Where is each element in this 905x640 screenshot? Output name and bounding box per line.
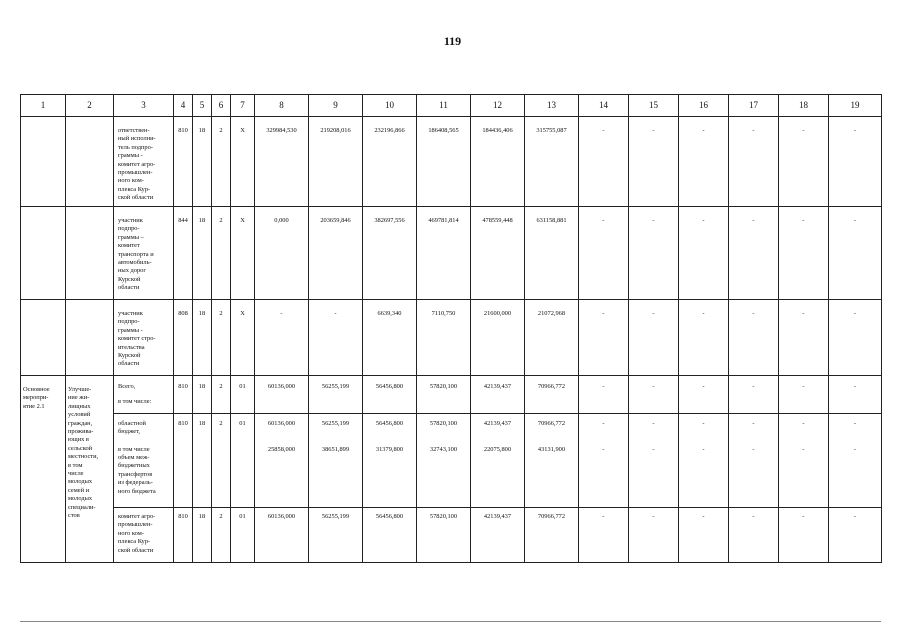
table-cell: 70966,772 [537,420,566,427]
table-cell: - [752,127,755,134]
empty-cell [231,444,255,508]
header-cell: 4 [174,95,193,117]
header-cell: 6 [212,95,231,117]
table-cell: 21600,000 [483,310,512,317]
table-cell: 60136,000 [267,513,296,520]
table-cell: 60136,000 [267,383,296,390]
table-cell: 2 [219,127,223,134]
table-cell: - [652,445,655,453]
table-cell: 6639,340 [377,310,402,317]
table-cell: - [602,513,605,520]
table-cell: 57820,100 [429,420,458,427]
table-cell: 56456,800 [375,420,404,427]
table-cell: - [602,310,605,317]
table-cell: - [802,445,805,453]
measure-name: Основное меропри- ятие 2.1 [23,386,50,410]
table-cell: - [853,383,857,390]
table-row [21,444,882,508]
table-cell: 42139,437 [483,420,512,427]
empty-cell [193,444,212,508]
table-cell: - [853,310,857,317]
measure-description: Улучше- ние жи- лищных условий граждан, прожива- ющих в сельской местности, в том числе молодых семей и молодых специали- стов [68,386,99,520]
header-cell: 18 [779,95,829,117]
table-cell: 56255,199 [321,383,350,390]
table-cell: 0,000 [274,217,289,224]
header-cell: 5 [193,95,212,117]
table-cell: - [802,420,805,427]
table-cell: 2 [219,217,223,224]
table-cell: 810 [178,383,188,390]
table-cell: 2 [219,420,223,427]
table-cell: X [240,127,245,134]
table-cell: 57820,100 [429,383,458,390]
header-cell: 13 [525,95,579,117]
table-cell: 329984,530 [266,127,297,134]
table-cell: - [752,310,755,317]
table-cell: 01 [239,513,246,520]
table-cell: 31379,800 [375,445,404,453]
table-cell: - [702,420,705,427]
table-cell: - [602,127,605,134]
table-cell: 21072,968 [537,310,566,317]
table-cell: 18 [198,127,206,134]
table-cell: - [802,127,805,134]
participant-label: участник подпро- граммы – комитет транспорта и автомобиль- ных дорог Курской области [118,217,154,292]
table-cell: 38651,899 [321,445,350,453]
table-cell: - [652,217,655,224]
table-cell: 2 [219,383,223,390]
empty-cell [21,117,66,207]
table-cell: 01 [239,420,246,427]
table-cell: - [602,383,605,390]
table-cell: - [702,310,705,317]
table-cell: 810 [178,420,188,427]
header-cell: 1 [21,95,66,117]
table-cell: - [334,310,337,317]
table-cell: - [752,383,755,390]
empty-cell [66,300,114,376]
empty-cell [66,117,114,207]
table-cell: - [802,217,805,224]
table-cell: 186408,565 [428,127,459,134]
header-cell: 8 [255,95,309,117]
table-cell: 203659,846 [320,217,351,224]
regional-budget-label: областной бюджет, [118,420,146,436]
table-cell: - [652,513,655,520]
table-cell: 56255,199 [321,513,350,520]
table-cell: 232196,866 [374,127,405,134]
table-cell: - [853,445,857,453]
total-label: Всего, [118,383,136,390]
table-cell: 7110,750 [431,310,456,317]
participant-label: участник подпро- граммы - комитет стро- ительства Курской области [118,310,156,368]
federal-transfers-label: в том числе объем меж- бюджетных трансфертов из федераль- ного бюджета [118,445,156,495]
budget-table [20,94,882,563]
empty-cell [66,207,114,300]
table-cell: - [602,217,605,224]
header-cell: 12 [471,95,525,117]
committee-label: комитет агро- промышлен- ного ком- плекса Кур- ской области [118,513,156,554]
table-cell: 844 [178,217,188,224]
table-cell: 60136,000 [267,420,296,427]
table-cell: 2 [219,513,223,520]
table-cell: 01 [239,383,246,390]
table-row [21,207,882,300]
table-header-row [21,95,882,117]
header-cell: 3 [114,95,174,117]
table-cell: - [702,383,705,390]
table-cell: 57820,100 [429,513,458,520]
header-cell: 2 [66,95,114,117]
table-cell: - [652,383,655,390]
table-cell: - [802,513,805,520]
table-cell: X [240,217,245,224]
table-cell: - [652,310,655,317]
empty-cell [174,444,193,508]
total-sublabel: в том числе: [118,398,152,406]
table-cell: 810 [178,513,188,520]
table-cell: - [752,217,755,224]
table-cell: 478559,448 [482,217,513,224]
table-cell: - [752,513,755,520]
table-cell: 22075,800 [483,445,512,453]
table-cell: 56456,800 [375,383,404,390]
table-cell: - [802,383,805,390]
header-cell: 17 [729,95,779,117]
table-row [21,508,882,563]
table-cell: 219208,016 [320,127,351,134]
table-cell: 56255,199 [321,420,350,427]
table-cell: 70966,772 [537,513,566,520]
table-cell: 315755,087 [536,127,567,134]
table-cell: 18 [198,513,206,520]
header-cell: 19 [829,95,882,117]
executor-label: ответствен- ный исполни- тель подпро- граммы - комитет агро- промышлен- ного ком- плекса Кур- ской области [118,127,156,202]
header-cell: 15 [629,95,679,117]
table-cell: - [652,127,655,134]
table-cell: - [280,310,283,317]
table-cell: - [752,420,755,427]
table-cell: 2 [219,310,223,317]
table-cell: 631158,881 [536,217,567,224]
table-cell: - [702,445,705,453]
table-row [21,117,882,207]
table-cell: 810 [178,127,188,134]
table-cell: - [802,310,805,317]
header-cell: 16 [679,95,729,117]
table-cell: 42139,437 [483,513,512,520]
table-cell: 382697,556 [374,217,405,224]
table-cell: - [602,445,605,453]
table-cell: 469781,814 [428,217,459,224]
empty-cell [212,444,231,508]
table-cell: - [602,420,605,427]
table-row [21,414,882,444]
table-cell: - [752,445,755,453]
table-cell: 18 [198,310,206,317]
table-cell: - [702,217,705,224]
table-cell: 18 [198,420,206,427]
table-cell: - [702,127,705,134]
header-cell: 14 [579,95,629,117]
header-cell: 7 [231,95,255,117]
header-cell: 11 [417,95,471,117]
header-cell: 9 [309,95,363,117]
table-cell: - [702,513,705,520]
table-cell: - [853,513,857,520]
empty-cell [21,207,66,300]
table-cell: - [652,420,655,427]
page-bottom-rule [20,621,881,622]
table-cell: - [853,217,857,224]
page-number: 119 [443,34,462,48]
table-cell: 70966,772 [537,383,566,390]
table-cell: 25858,000 [267,445,296,453]
table-cell: 808 [178,310,188,317]
table-cell: 42139,437 [483,383,512,390]
table-cell: 32743,100 [429,445,458,453]
table-cell: - [853,127,857,134]
table-cell: 43131,900 [537,445,566,453]
table-cell: 56456,800 [375,513,404,520]
table-cell: 18 [198,383,206,390]
table-cell: 184436,406 [482,127,513,134]
table-row [21,300,882,376]
table-row [21,376,882,414]
table-cell: X [240,310,245,317]
header-cell: 10 [363,95,417,117]
empty-cell [21,300,66,376]
table-cell: 18 [198,217,206,224]
table-cell: - [853,420,857,427]
